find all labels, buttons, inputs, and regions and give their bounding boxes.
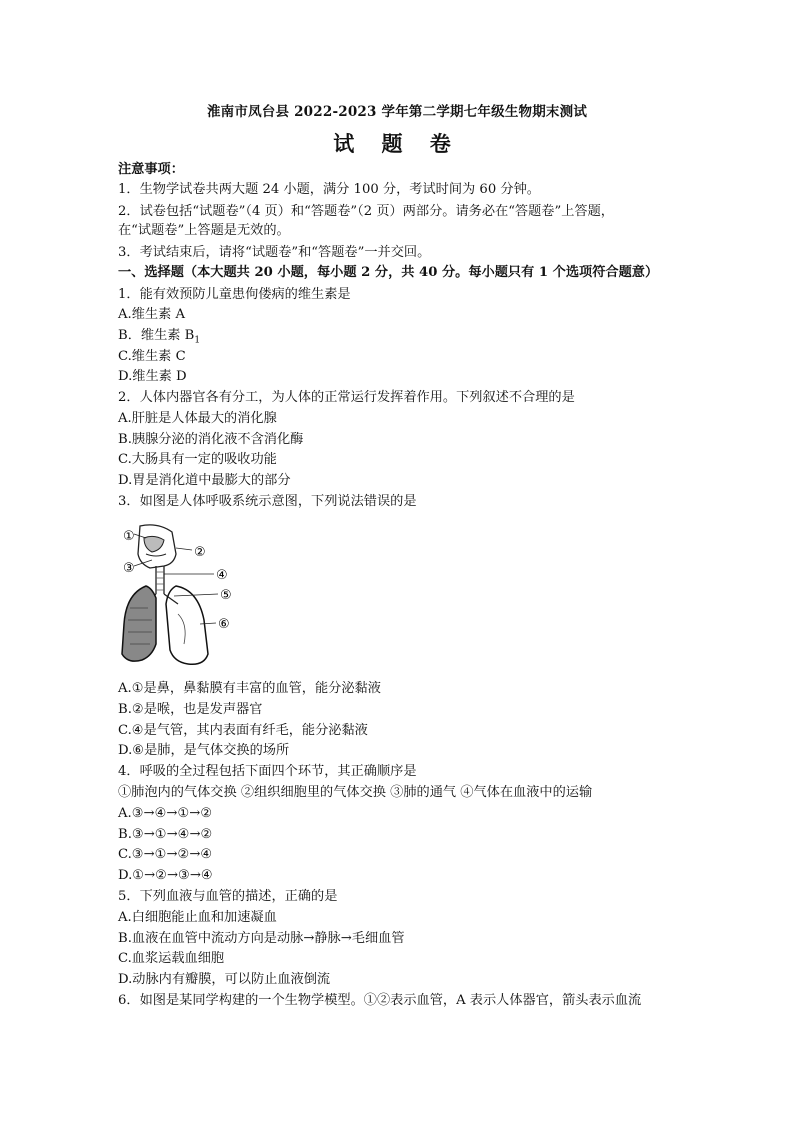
q6-stem: 6．如图是某同学构建的一个生物学模型。①②表示血管，A 表示人体器官，箭头表示血流 bbox=[118, 993, 642, 1008]
label-6: ⑥ bbox=[218, 617, 230, 632]
q4-steps: ①肺泡内的气体交换 ②组织细胞里的气体交换 ③肺的通气 ④气体在血液中的运输 bbox=[118, 785, 593, 800]
q3-stem: 3．如图是人体呼吸系统示意图，下列说法错误的是 bbox=[118, 494, 417, 509]
q1-option-b bbox=[118, 327, 200, 350]
notice-heading: 注意事项： bbox=[118, 162, 184, 177]
q4-option-a: A.③→④→①→② bbox=[118, 806, 213, 821]
q4-option-b: B.③→①→④→② bbox=[118, 827, 213, 842]
q4-stem: 4．呼吸的全过程包括下面四个环节，其正确顺序是 bbox=[118, 764, 417, 779]
notice-item-2: 2．试卷包括“试题卷”（4 页）和“答题卷”（2 页）两部分。请务必在“答题卷”上答题， bbox=[118, 204, 614, 219]
q2-stem: 2．人体内器官各有分工，为人体的正常运行发挥着作用。下列叙述不合理的是 bbox=[118, 390, 575, 405]
label-1: ① bbox=[123, 529, 135, 544]
notice-item-1: 1．生物学试卷共两大题 24 小题，满分 100 分，考试时间为 60 分钟。 bbox=[118, 182, 540, 197]
notice-item-3: 3．考试结束后，请将“试题卷”和“答题卷”一并交回。 bbox=[118, 245, 431, 260]
q1-option-b-sub: 1 bbox=[194, 335, 201, 346]
q5-stem: 5．下列血液与血管的描述，正确的是 bbox=[118, 889, 338, 904]
exam-title: 淮南市凤台县 2022-2023 学年第二学期七年级生物期末测试 bbox=[206, 104, 588, 120]
q1-option-a: A.维生素 A bbox=[118, 307, 185, 322]
label-2: ② bbox=[194, 545, 206, 560]
q3-option-d: D.⑥是肺，是气体交换的场所 bbox=[118, 743, 290, 758]
q1-option-b-text: B．维生素 B bbox=[118, 328, 195, 343]
q4-option-d: D.①→②→③→④ bbox=[118, 868, 213, 883]
q3-option-b: B.②是喉，也是发声器官 bbox=[118, 702, 263, 717]
q3-option-a: A.①是鼻，鼻黏膜有丰富的血管，能分泌黏液 bbox=[118, 681, 381, 696]
nasal-cavity bbox=[144, 536, 164, 552]
q5-option-a: A.白细胞能止血和加速凝血 bbox=[118, 910, 277, 925]
q1-option-d: D.维生素 D bbox=[118, 369, 187, 384]
q5-option-b: B.血液在血管中流动方向是动脉→静脉→毛细血管 bbox=[118, 931, 405, 946]
label-5: ⑤ bbox=[220, 588, 232, 603]
q5-option-c: C.血浆运载血细胞 bbox=[118, 951, 225, 966]
label-4: ④ bbox=[216, 568, 228, 583]
q1-option-c: C.维生素 C bbox=[118, 349, 186, 364]
label-3: ③ bbox=[123, 561, 135, 576]
q2-option-d: D.胃是消化道中最膨大的部分 bbox=[118, 473, 291, 488]
q1-stem: 1．能有效预防儿童患佝偻病的维生素是 bbox=[118, 287, 351, 302]
notice-item-2-cont: 在“试题卷”上答题是无效的。 bbox=[118, 223, 290, 238]
respiratory-system-diagram bbox=[118, 524, 248, 672]
q2-option-b: B.胰腺分泌的消化液不含消化酶 bbox=[118, 432, 304, 447]
q4-option-c: C.③→①→②→④ bbox=[118, 847, 213, 862]
section-heading: 一、选择题（本大题共 20 小题，每小题 2 分，共 40 分。每小题只有 1 个选项符合题意） bbox=[118, 265, 659, 280]
q2-option-c: C.大肠具有一定的吸收功能 bbox=[118, 452, 277, 467]
exam-subtitle: 试 题 卷 bbox=[333, 131, 461, 156]
q5-option-d: D.动脉内有瓣膜，可以防止血液倒流 bbox=[118, 972, 331, 987]
right-lung bbox=[166, 586, 208, 664]
left-lung bbox=[122, 586, 156, 661]
q3-option-c: C.④是气管，其内表面有纤毛，能分泌黏液 bbox=[118, 723, 368, 738]
q2-option-a: A.肝脏是人体最大的消化腺 bbox=[118, 411, 277, 426]
